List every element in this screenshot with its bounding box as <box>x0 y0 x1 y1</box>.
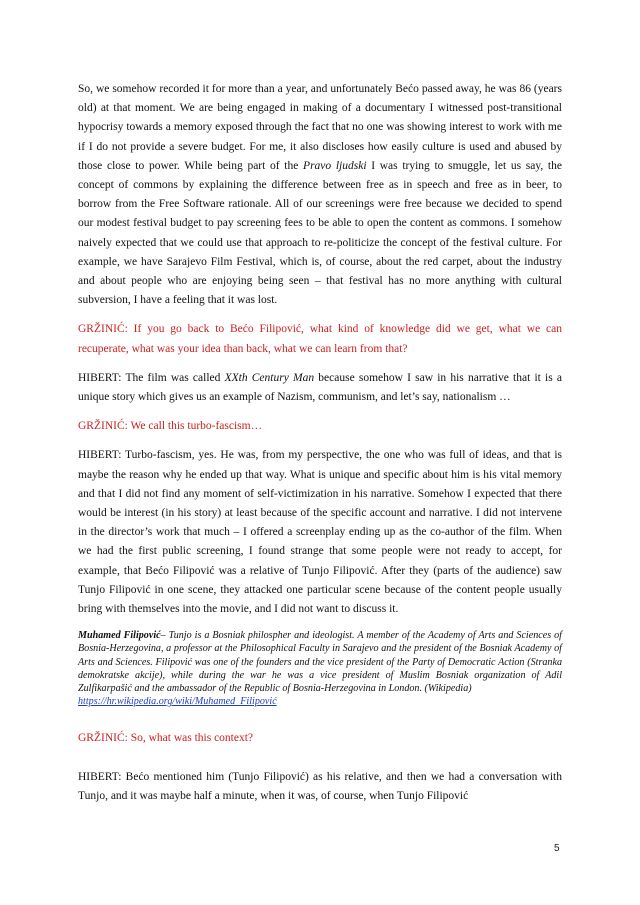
question-context: GRŽINIĆ: So, what was this context? <box>78 731 254 744</box>
document-body <box>78 80 562 806</box>
question-turbo-fascism: GRŽINIĆ: We call this turbo-fascism… <box>78 420 263 433</box>
paragraph-turbo-fascism: HIBERT: Turbo-fascism, yes. He was, from my perspective, the one who was full of ideas, and that is maybe the reason why he ended up that way. What is unique and specific about him is his vital memory and that I did not find any moment of self-victimization in his narrative. Somehow I expected that there would be interest (in his story) at least because of the specific account and narrative. I did not intervene in the director’s work that much – I offered a screenplay ending up as the co-author of the film. When we had the first public screening, I found strange that some people were not ready to accept, for example, that Bećo Filipović was a relative of Tunjo Filipović. After they (parts of the audience) saw Tunjo Filipović in one scene, they attacked one particular scene because of the content people usually bring with themselves into the movie, and I did not want to discuss it. <box>78 449 562 616</box>
wikipedia-link[interactable]: https://hr.wikipedia.org/wiki/Muhamed_Filipović <box>78 696 277 708</box>
question-bećo: GRŽINIĆ: If you go back to Bećo Filipović, what kind of knowledge did we get, what we can recuperate, what was your idea than back, what we can learn from that? <box>78 323 562 355</box>
footnote-name: Muhamed Filipović <box>78 630 161 642</box>
paragraph-recording: So, we somehow recorded it for more than a year, and unfortunately Bećo passed away, he was 86 (years old) at that moment. We are being engaged in making of a documentary I witnessed post-transitional hypocrisy towards a memory exposed through the fact that no one was showing interest to work with me if I do not provide a severe budget. For me, it also discloses how easily culture is used and abused by those close to power. While being part of the Pravo ljudski I was trying to smuggle, let us say, the concept of commons by explaining the difference between free as in speech and free as in beer, to borrow from the Free Software rationale. All of our screenings were free because we decided to spend our modest festival budget to pay screening fees to be able to open the content as commons. I somehow naively expected that we could use that approach to re-politicize the concept of the festival culture. For example, we have Sarajevo Film Festival, which is, of course, about the red carpet, about the industry and about people who are enjoying being seen – that festival has no more anything with cultural subversion, I have a feeling that it was lost. <box>78 83 562 307</box>
paragraph-relative: HIBERT: Bećo mentioned him (Tunjo Filipović) as his relative, and then we had a conversation with Tunjo, and it was maybe half a minute, when it was, of course, when Tunjo Filipović <box>78 770 562 802</box>
paragraph-film-title: HIBERT: The film was called XXth Century Man because somehow I saw in his narrative that it is a unique story which gives us an example of Nazism, communism, and let’s say, nationalism … <box>78 371 562 404</box>
page-number: 5 <box>554 843 560 854</box>
festival-title: Pravo ljudski <box>303 159 367 172</box>
film-title: XXth Century Man <box>224 371 315 384</box>
footnote: Muhamed Filipović– Tunjo is a Bosniak philospher and ideologist. A member of the Academy of Arts and Sciences of Bosnia-Herzegovina, a professor at the Philosophical Faculty in Sarajevo and the president of the Bosniak Academy of Arts and Sciences. Filipović was one of the founders and the vice president of the Party of Democratic Action (Stranka demokratske akcije), while during the war he was a vice president of Muslim Bosniak organization of Adil Zulfikarpašić and the ambassador of the Republic of Bosnia-Herzegovina in London. (Wikipedia) https://hr.wikipedia.org/wiki/Muhamed_Filipović <box>78 630 562 708</box>
